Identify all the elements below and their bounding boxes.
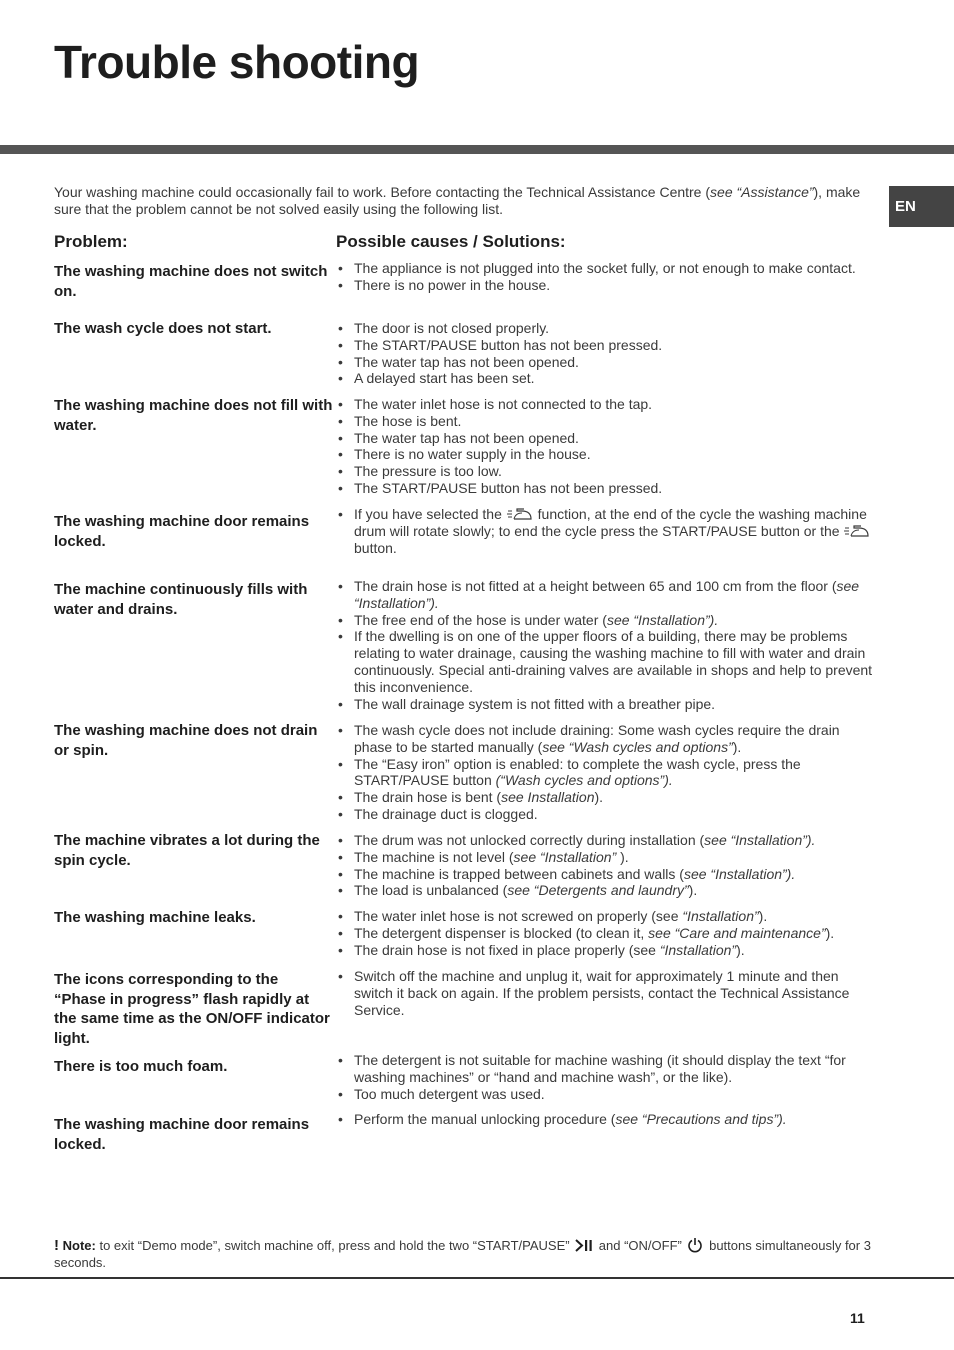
problem-label: The washing machine leaks. xyxy=(54,909,256,926)
solution-list xyxy=(336,396,876,497)
solution-item: • Switch off the machine and unplug it, wait for approximately 1 minute and then switch it back on again. If the problem persists, contact the Technical Assistance Service. xyxy=(336,968,876,1018)
solution-list xyxy=(336,320,876,387)
header-divider xyxy=(0,145,954,154)
demo-mode-note: ! Note: to exit “Demo mode”, switch machine off, press and hold the two “START/PAUSE” and “ON/OFF” buttons simultaneously for 3 seconds. xyxy=(54,1237,871,1270)
solution-item: • The machine is not level (see “Installation” ). xyxy=(336,849,876,866)
solution-item: • The water inlet hose is not screwed on properly (see “Installation”). xyxy=(336,908,876,925)
problem-label: The washing machine door remains locked. xyxy=(54,513,310,550)
intro-text: Your washing machine could occasionally fail to work. Before contacting the Technical Assistance Centre ( xyxy=(54,184,711,200)
solution-item: • Perform the manual unlocking procedure (see “Precautions and tips”). xyxy=(336,1111,876,1128)
solution-list xyxy=(336,908,876,958)
solution-item: • The drainage duct is clogged. xyxy=(336,806,876,823)
problem-label: The machine continuously fills with water and drains. xyxy=(54,581,308,618)
solution-item: • The pressure is too low. xyxy=(336,463,876,480)
solution-item: • There is no power in the house. xyxy=(336,277,876,294)
solution-item: • A delayed start has been set. xyxy=(336,370,876,387)
solution-item: • The wall drainage system is not fitted with a breather pipe. xyxy=(336,696,876,713)
solution-item: • The water tap has not been opened. xyxy=(336,430,876,447)
warning-mark: ! xyxy=(54,1237,59,1254)
solution-item: • The free end of the hose is under water (see “Installation”). xyxy=(336,612,876,629)
solution-item: • The drain hose is bent (see Installation). xyxy=(336,789,876,806)
page-title: Trouble shooting xyxy=(54,36,420,88)
solution-item: • The water inlet hose is not connected to the tap. xyxy=(336,396,876,413)
problem-label: The washing machine does not switch on. xyxy=(54,263,328,300)
solution-list xyxy=(336,1111,876,1128)
solution-item: • The START/PAUSE button has not been pressed. xyxy=(336,480,876,497)
easy-iron-icon xyxy=(507,507,533,521)
footer-divider xyxy=(0,1277,954,1279)
problem-label: The washing machine does not drain or spin. xyxy=(54,722,318,759)
solution-item: • The wash cycle does not include draining: Some wash cycles require the drain phase to be started manually (see “Wash cycles and options”). xyxy=(336,722,876,756)
problem-label: The wash cycle does not start. xyxy=(54,320,272,337)
power-icon xyxy=(687,1237,703,1253)
intro-reference: see “Assistance” xyxy=(710,184,814,200)
solution-item: • The detergent is not suitable for machine washing (it should display the text “for washing machines” or “hand and machine wash”, or the like). xyxy=(336,1052,876,1086)
problem-label: The washing machine door remains locked. xyxy=(54,1116,310,1153)
solution-list xyxy=(336,722,876,823)
problem-label: The icons corresponding to the “Phase in progress” flash rapidly at the same time as the ON/OFF indicator light. xyxy=(54,971,330,1047)
solution-list xyxy=(336,1052,876,1102)
solution-item: • The START/PAUSE button has not been pressed. xyxy=(336,337,876,354)
solution-item: • If you have selected the function, at the end of the cycle the washing machine drum will rotate slowly; to end the cycle press the START/PAUSE button or the button. xyxy=(336,506,876,556)
intro-text-end: ), make sure that the problem cannot be not solved easily using the following list. xyxy=(54,184,861,217)
problem-label: The machine vibrates a lot during the spin cycle. xyxy=(54,832,320,869)
solution-item: • The hose is bent. xyxy=(336,413,876,430)
solution-item: • The “Easy iron” option is enabled: to complete the wash cycle, press the START/PAUSE button (“Wash cycles and options”). xyxy=(336,756,876,790)
easy-iron-icon xyxy=(844,524,870,538)
solution-item: • The load is unbalanced (see “Detergents and laundry”). xyxy=(336,882,876,899)
note-label: Note: xyxy=(62,1238,96,1253)
solution-item: • The door is not closed properly. xyxy=(336,320,876,337)
problem-label: The washing machine does not fill with water. xyxy=(54,397,333,434)
solution-item: • Too much detergent was used. xyxy=(336,1086,876,1103)
solution-item: • There is no water supply in the house. xyxy=(336,446,876,463)
solutions-column-heading: Possible causes / Solutions: xyxy=(336,232,566,251)
solution-list xyxy=(336,260,876,294)
solution-item: • If the dwelling is on one of the upper floors of a building, there may be problems relating to water drainage, causing the washing machine to fill with water and drain continuously. Special anti-draining valves are available in shops and help to prevent this inconvenience. xyxy=(336,628,876,695)
solution-item: • The appliance is not plugged into the socket fully, or not enough to make contact. xyxy=(336,260,876,277)
solution-list xyxy=(336,968,876,1018)
solution-list xyxy=(336,832,876,899)
solution-list xyxy=(336,578,876,712)
solution-item: • The drain hose is not fixed in place properly (see “Installation”). xyxy=(336,942,876,959)
solution-item: • The water tap has not been opened. xyxy=(336,354,876,371)
intro-paragraph xyxy=(54,184,874,218)
problem-label: There is too much foam. xyxy=(54,1058,228,1075)
page-number: 11 xyxy=(850,1310,865,1326)
problem-column-heading: Problem: xyxy=(54,232,128,251)
play-pause-icon xyxy=(575,1238,593,1253)
solution-item: • The drain hose is not fitted at a height between 65 and 100 cm from the floor (see “Installation”). xyxy=(336,578,876,612)
solution-item: • The drum was not unlocked correctly during installation (see “Installation”). xyxy=(336,832,876,849)
language-tab: EN xyxy=(889,186,954,227)
solution-list xyxy=(336,506,876,556)
solution-item: • The machine is trapped between cabinets and walls (see “Installation”). xyxy=(336,866,876,883)
solution-item: • The detergent dispenser is blocked (to clean it, see “Care and maintenance”). xyxy=(336,925,876,942)
